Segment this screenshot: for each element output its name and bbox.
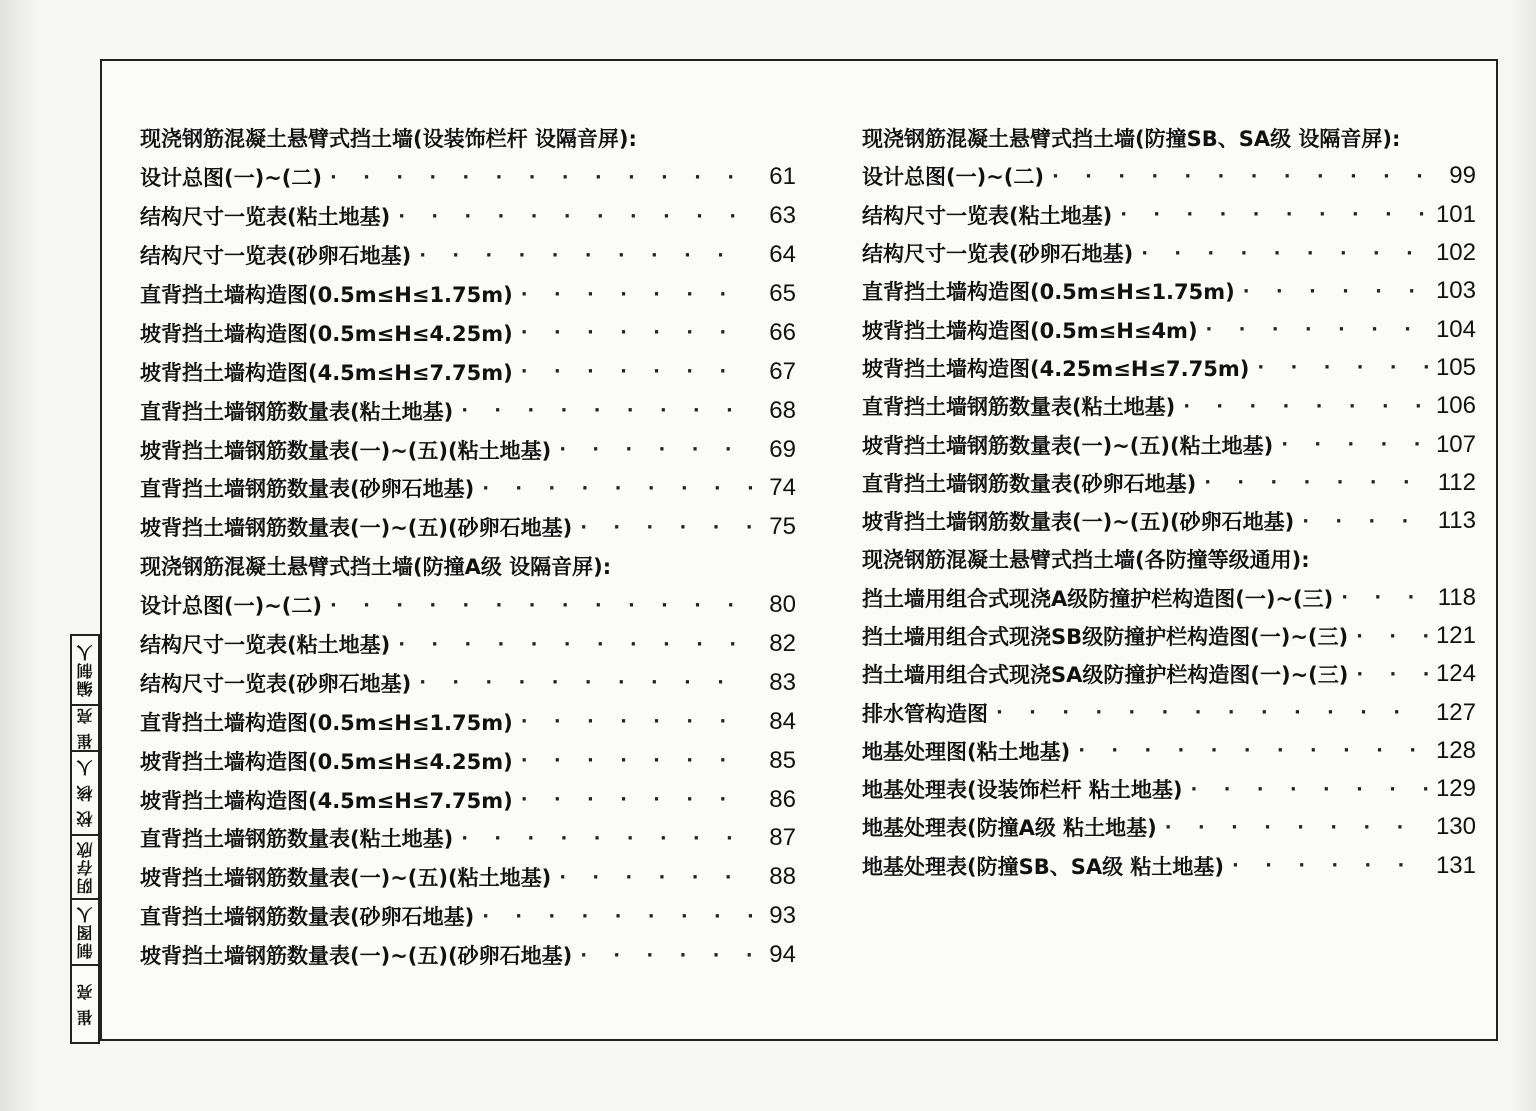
dot-leader: [419, 672, 752, 693]
toc-page-number: 93: [769, 902, 796, 930]
toc-page-number: 85: [769, 746, 796, 774]
toc-section-heading: [140, 547, 796, 586]
toc-entry: [140, 469, 796, 508]
toc-entry: [862, 617, 1476, 655]
toc-page-number: 103: [1435, 277, 1476, 305]
toc-page-number: 66: [769, 318, 796, 346]
toc-entry-title: 结构尺寸一览表(砂卵石地基): [862, 242, 1134, 267]
toc-entry: [140, 663, 796, 702]
toc-entry: [140, 625, 796, 664]
toc-entry-title: 坡背挡土墙构造图(0.5m≤H≤4.25m): [140, 321, 513, 346]
toc-entry-title: 直背挡土墙构造图(0.5m≤H≤1.75m): [862, 280, 1235, 305]
toc-entry: [140, 391, 796, 430]
toc-page-number: 131: [1435, 851, 1476, 879]
scan-shadow-right: [1510, 0, 1536, 1111]
toc-page-number: 87: [769, 824, 796, 852]
toc-entry: [862, 425, 1476, 463]
toc-page-number: 88: [769, 863, 796, 891]
toc-page-number: 82: [769, 630, 796, 658]
toc-entry-title: 坡背挡土墙钢筋数量表(一)~(五)(粘土地基): [140, 866, 552, 891]
toc-entry-title: 结构尺寸一览表(砂卵石地基): [140, 671, 412, 696]
toc-entry: [140, 936, 796, 975]
toc-entry-title: 挡土墙用组合式现浇A级防撞护栏构造图(一)~(三): [862, 586, 1334, 611]
toc-entry-title: 直背挡土墙钢筋数量表(粘土地基): [140, 399, 454, 424]
toc-section-heading: [862, 119, 1476, 157]
toc-page-number: 61: [769, 163, 796, 191]
dot-leader: [559, 867, 752, 888]
toc-entry: [862, 770, 1476, 808]
dot-leader: [1232, 855, 1428, 876]
toc-entry-title: 地基处理表(设装饰栏杆 粘土地基): [862, 778, 1183, 803]
toc-section-heading: [862, 540, 1476, 578]
toc-page-number: 129: [1435, 775, 1476, 803]
toc-entry-title: 坡背挡土墙钢筋数量表(一)~(五)(砂卵石地基): [140, 944, 573, 969]
toc-page-number: 83: [769, 668, 796, 696]
toc-entry-title: 直背挡土墙构造图(0.5m≤H≤1.75m): [140, 283, 513, 307]
dot-leader: [482, 906, 752, 927]
toc-entry-title: 坡背挡土墙构造图(0.5m≤H≤4.25m): [140, 749, 513, 774]
toc-entry-title: 直背挡土墙钢筋数量表(粘土地基): [140, 827, 454, 852]
toc-entry-title: 设计总图(一)~(二): [140, 166, 322, 191]
dot-leader: [330, 167, 752, 188]
dot-leader: [398, 206, 752, 227]
contents-frame: [100, 59, 1498, 1041]
dot-leader: [1204, 472, 1430, 493]
dot-leader: [1165, 817, 1428, 838]
toc-page-number: 105: [1435, 353, 1476, 381]
toc-page-number: 64: [769, 241, 796, 269]
toc-entry-title: 设计总图(一)~(二): [140, 594, 322, 619]
toc-entry: [140, 741, 796, 780]
contents-left-column: [140, 119, 796, 975]
toc-entry-title: 直背挡土墙构造图(0.5m≤H≤1.75m): [140, 710, 513, 735]
dot-leader: [461, 400, 752, 421]
sidebar-cell: 制图人: [72, 900, 98, 966]
toc-entry: [862, 196, 1476, 234]
toc-entry: [140, 158, 796, 197]
dot-leader: [1257, 357, 1428, 378]
toc-page-number: 101: [1435, 200, 1476, 228]
toc-entry: [862, 349, 1476, 387]
toc-page-number: 94: [769, 941, 796, 969]
toc-entry-title: 排水管构造图: [862, 701, 988, 726]
toc-page-number: 84: [769, 707, 796, 735]
dot-leader: [1206, 319, 1428, 340]
toc-entry: [862, 464, 1476, 502]
toc-entry: [862, 808, 1476, 846]
toc-page-number: 99: [1449, 162, 1476, 190]
dot-leader: [1078, 740, 1428, 761]
toc-entry: [140, 236, 796, 275]
toc-entry: [862, 272, 1476, 310]
toc-page-number: 80: [769, 591, 796, 619]
toc-page-number: 67: [769, 357, 796, 385]
toc-page-number: 65: [769, 280, 796, 307]
toc-entry-title: 坡背挡土墙构造图(0.5m≤H≤4m): [862, 318, 1198, 343]
toc-page-number: 128: [1435, 736, 1476, 764]
toc-entry-title: 地基处理表(防撞A级 粘土地基): [862, 816, 1157, 841]
dot-leader: [1302, 511, 1430, 532]
toc-entry-title: 现浇钢筋混凝土悬臂式挡土墙(防撞A级 设隔音屏):: [140, 555, 612, 580]
sidebar-cell: 校 核 人: [72, 752, 98, 836]
sidebar-cell: 阴存欣: [72, 836, 98, 900]
toc-entry-title: 坡背挡土墙钢筋数量表(一)~(五)(砂卵石地基): [140, 516, 573, 541]
dot-leader: [1183, 396, 1428, 417]
dot-leader: [1141, 243, 1428, 264]
toc-page-number: 69: [769, 435, 796, 463]
toc-entry-title: 结构尺寸一览表(粘土地基): [862, 203, 1113, 228]
signature-sidebar: [70, 634, 100, 1044]
toc-entry-title: 坡背挡土墙构造图(4.5m≤H≤7.75m): [140, 788, 513, 813]
dot-leader: [1191, 779, 1428, 800]
toc-page-number: 104: [1435, 315, 1476, 343]
toc-entry-title: 直背挡土墙钢筋数量表(砂卵石地基): [862, 471, 1197, 496]
toc-page-number: 124: [1435, 660, 1476, 688]
toc-entry: [862, 234, 1476, 272]
toc-entry: [862, 847, 1476, 885]
dot-leader: [521, 789, 752, 810]
dot-leader: [1243, 281, 1428, 302]
toc-page-number: 127: [1435, 698, 1476, 726]
toc-entry: [140, 819, 796, 858]
toc-entry: [862, 157, 1476, 195]
dot-leader: [482, 478, 752, 499]
toc-entry-title: 直背挡土墙钢筋数量表(砂卵石地基): [140, 477, 475, 502]
dot-leader: [521, 750, 752, 771]
toc-page-number: 63: [769, 202, 796, 230]
toc-entry-title: 坡背挡土墙钢筋数量表(一)~(五)(粘土地基): [862, 433, 1274, 458]
toc-page-number: 102: [1435, 239, 1476, 267]
dot-leader: [996, 702, 1428, 723]
toc-page-number: 75: [769, 513, 796, 541]
toc-entry-title: 挡土墙用组合式现浇SA级防撞护栏构造图(一)~(三): [862, 663, 1349, 688]
dot-leader: [1356, 626, 1428, 647]
toc-entry-title: 坡背挡土墙构造图(4.25m≤H≤7.75m): [862, 356, 1250, 381]
toc-entry: [862, 387, 1476, 425]
toc-entry: [140, 897, 796, 936]
toc-entry: [140, 352, 796, 391]
dot-leader: [1120, 204, 1428, 225]
dot-leader: [461, 828, 752, 849]
toc-section-heading: [140, 119, 796, 158]
toc-page-number: 68: [769, 396, 796, 424]
toc-entry-title: 坡背挡土墙钢筋数量表(一)~(五)(粘土地基): [140, 438, 552, 463]
toc-entry-title: 结构尺寸一览表(粘土地基): [140, 205, 391, 230]
toc-entry: [862, 502, 1476, 540]
toc-page-number: 112: [1437, 468, 1476, 496]
toc-page-number: 118: [1437, 583, 1476, 611]
toc-entry-title: 现浇钢筋混凝土悬臂式挡土墙(设装饰栏杆 设隔音屏):: [140, 127, 637, 152]
sidebar-cell: 编制人: [72, 636, 98, 706]
dot-leader: [580, 517, 752, 538]
toc-page-number: 121: [1435, 622, 1476, 649]
toc-entry: [862, 693, 1476, 731]
toc-entry-title: 现浇钢筋混凝土悬臂式挡土墙(防撞SB、SA级 设隔音屏):: [862, 127, 1401, 152]
toc-page-number: 106: [1435, 392, 1476, 420]
toc-page-number: 86: [769, 785, 796, 813]
dot-leader: [1341, 587, 1429, 608]
toc-entry-title: 地基处理图(粘土地基): [862, 739, 1071, 764]
dot-leader: [521, 711, 752, 732]
toc-page-number: 130: [1435, 813, 1476, 841]
toc-entry-title: 结构尺寸一览表(砂卵石地基): [140, 244, 412, 269]
dot-leader: [521, 284, 752, 305]
toc-page-number: 107: [1435, 430, 1476, 458]
dot-leader: [330, 595, 752, 616]
toc-entry: [140, 313, 796, 352]
toc-entry: [862, 655, 1476, 693]
dot-leader: [1356, 664, 1428, 685]
toc-entry: [140, 586, 796, 625]
toc-entry: [140, 275, 796, 314]
dot-leader: [521, 361, 752, 382]
toc-entry-title: 地基处理表(防撞SB、SA级 粘土地基): [862, 854, 1225, 879]
toc-entry: [862, 310, 1476, 348]
toc-entry: [140, 858, 796, 897]
toc-entry-title: 坡背挡土墙构造图(4.5m≤H≤7.75m): [140, 360, 513, 385]
toc-entry-title: 直背挡土墙钢筋数量表(粘土地基): [862, 395, 1176, 420]
toc-entry-title: 直背挡土墙钢筋数量表(砂卵石地基): [140, 905, 475, 930]
sidebar-cell: 崔 亮: [72, 706, 98, 752]
dot-leader: [398, 634, 752, 655]
toc-page-number: 74: [769, 474, 796, 502]
toc-entry: [140, 508, 796, 547]
scan-shadow-left: [0, 0, 40, 1111]
dot-leader: [1052, 166, 1432, 187]
contents-right-column: [862, 119, 1476, 885]
toc-entry: [140, 780, 796, 819]
dot-leader: [419, 245, 752, 266]
toc-page-number: 113: [1437, 507, 1476, 535]
toc-entry-title: 设计总图(一)~(二): [862, 165, 1044, 190]
toc-entry: [862, 579, 1476, 617]
dot-leader: [521, 322, 752, 343]
toc-entry: [140, 430, 796, 469]
toc-entry: [140, 197, 796, 236]
toc-entry-title: 现浇钢筋混凝土悬臂式挡土墙(各防撞等级通用):: [862, 548, 1310, 573]
dot-leader: [1281, 434, 1428, 455]
dot-leader: [559, 439, 752, 460]
toc-entry-title: 挡土墙用组合式现浇SB级防撞护栏构造图(一)~(三): [862, 625, 1349, 649]
toc-entry: [140, 702, 796, 741]
dot-leader: [580, 945, 752, 966]
sidebar-cell: 崔 亮: [75, 982, 95, 1026]
toc-entry-title: 结构尺寸一览表(粘土地基): [140, 633, 391, 658]
toc-entry-title: 坡背挡土墙钢筋数量表(一)~(五)(砂卵石地基): [862, 510, 1295, 535]
toc-entry: [862, 732, 1476, 770]
